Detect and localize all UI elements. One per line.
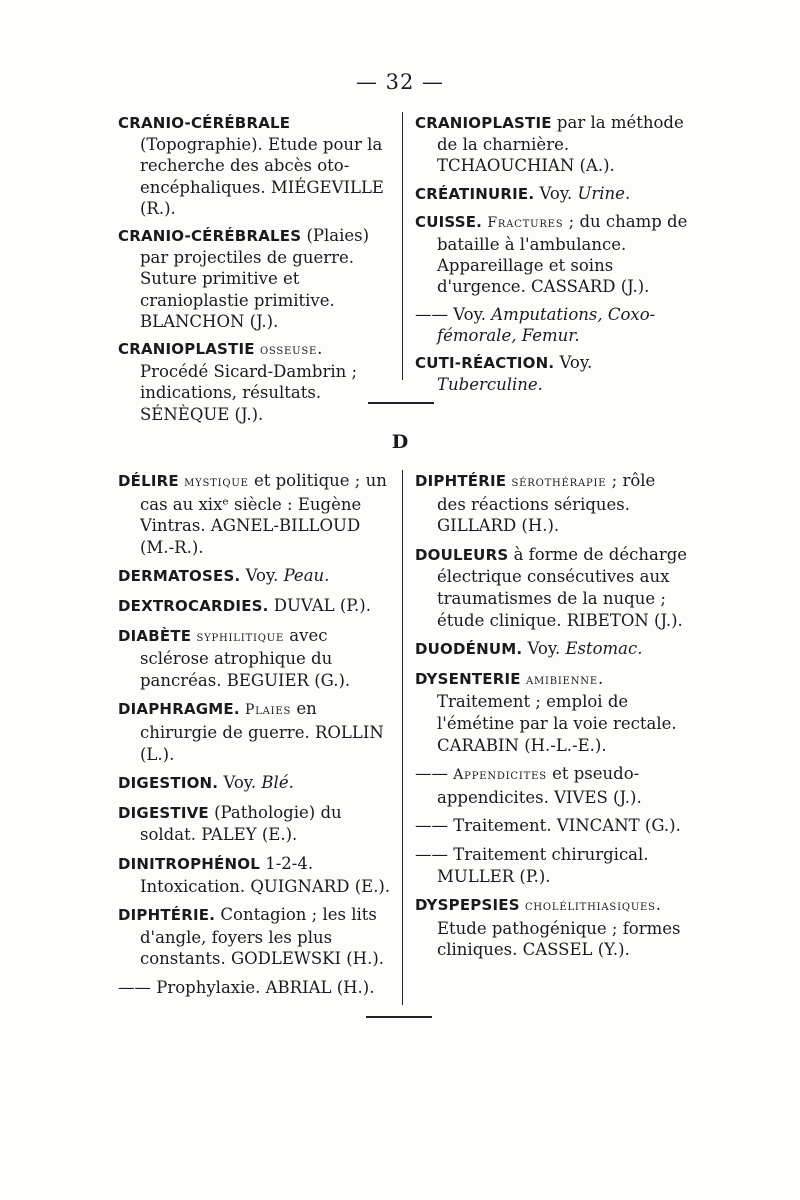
entry-headword: DIABÈTE [118, 626, 192, 645]
section-d-columns [118, 470, 688, 1005]
entry-subject: mystique [178, 474, 249, 490]
entry-subject: amibienne [520, 671, 598, 688]
entry-headword: DIGESTION. [118, 774, 219, 793]
right-column [403, 112, 688, 401]
entry-text: et pseudo-appendicites. VIVES (J.). [437, 764, 642, 807]
entry-text: Prophylaxie. ABRIAL (H.). [151, 977, 375, 997]
entry-subject: Plaies [239, 702, 292, 719]
index-entry [415, 763, 688, 808]
entry-headword: CRANIOPLASTIE [415, 114, 552, 132]
entry-text: . Etude pathogénique ; formes cliniques. CASSEL (Y.). [437, 895, 681, 960]
entry-headword: DUODÉNUM. [415, 640, 523, 659]
section-divider [368, 402, 434, 404]
index-entry [415, 304, 688, 346]
entry-headword: CRANIO-CÉRÉBRALE [118, 114, 291, 132]
entry-text: par la méthode de la charnière. TCHAOUCHIAN (A.). [437, 113, 684, 176]
entry-headword: DINITROPHÉNOL [118, 854, 260, 873]
index-entry [118, 112, 392, 219]
entry-headword: DEXTROCARDIES. [118, 596, 269, 615]
index-entry [118, 772, 392, 795]
entry-headword: CRÉATINURIE. [415, 184, 535, 203]
entry-text: 1-2-4. Intoxication. QUIGNARD (E.). [140, 853, 391, 896]
section-d [118, 470, 688, 1005]
index-entry [415, 844, 688, 887]
index-entry [415, 183, 688, 205]
entry-headword: CRANIO-CÉRÉBRALES [118, 227, 302, 246]
entry-text: Traitement. VINCANT (G.). [448, 816, 681, 836]
entry-text: et politique ; un cas au xixᵉ siècle : Eugène Vintras. AGNEL-BILLOUD (M.-R.). [140, 471, 387, 557]
index-entry [415, 638, 688, 661]
entry-headword: DIPHTÉRIE [415, 472, 507, 490]
index-entry [415, 894, 688, 961]
left-column [118, 112, 403, 424]
index-entry [118, 338, 392, 425]
entry-subject: syphilitique [191, 628, 285, 645]
index-entry [415, 211, 688, 298]
entry-text: Voy. [554, 353, 593, 373]
entry-reference: Amputations, Coxo-fémorale, Femur. [437, 304, 656, 345]
entry-text: ; rôle des réactions sériques. GILLARD (H.). [437, 471, 656, 536]
index-entry [118, 853, 392, 897]
entry-text: Voy. [522, 639, 566, 659]
page-end-divider [366, 1016, 432, 1018]
entry-reference: Peau. [283, 566, 330, 586]
index-entry [118, 802, 392, 846]
index-entry [118, 698, 392, 765]
entry-text: (Pathologie) du soldat. PALEY (E.). [140, 802, 342, 845]
entry-dash: —— [415, 304, 448, 324]
entry-subject: osseuse [254, 342, 318, 359]
entry-text: (Topographie). Etude pour la recherche des abcès oto-encéphaliques. MIÉGEVILLE (R.). [140, 135, 384, 218]
right-column [403, 470, 688, 1005]
index-entry [118, 977, 392, 999]
index-entry [415, 112, 688, 177]
entry-headword: CRANIOPLASTIE [118, 340, 255, 359]
left-column [118, 470, 403, 1005]
entry-dash: —— [415, 844, 448, 864]
entry-subject: sérothérapie [506, 474, 607, 490]
entry-subject: Appendicites [448, 767, 547, 784]
section-letter: D [391, 431, 409, 453]
entry-text: Voy. [448, 304, 492, 324]
entry-dash: —— [118, 977, 151, 997]
entry-headword: DÉLIRE [118, 472, 179, 490]
entry-headword: DIGESTIVE [118, 803, 209, 822]
entry-text: Voy. [218, 773, 262, 793]
entry-text: . Traitement ; emploi de l'émétine par la voie rectale. CARABIN (H.-L.-E.). [437, 668, 677, 755]
entry-headword: CUISSE. [415, 212, 483, 231]
index-entry [415, 815, 688, 837]
entry-text: . Procédé Sicard-Dambrin ; indications, résultats. SÉNÈQUE (J.). [140, 339, 358, 424]
entry-dash: —— [415, 816, 448, 836]
index-entry [415, 668, 688, 756]
index-entry [415, 352, 688, 395]
entry-text: ; du champ de bataille à l'ambulance. Appareillage et soins d'urgence. CASSARD (J.). [437, 211, 688, 297]
entry-text: à forme de décharge électrique consécutives aux traumatismes de la nuque ; étude clinique. RIBETON (J.). [437, 544, 688, 630]
index-entry [118, 470, 392, 558]
entry-headword: DYSENTERIE [415, 669, 521, 688]
entry-text: en chirurgie de guerre. ROLLIN (L.). [140, 699, 384, 764]
index-entry [118, 904, 392, 970]
entry-reference: Tuberculine. [437, 375, 543, 395]
entry-text: Traitement chirurgical. MULLER (P.). [437, 844, 649, 886]
index-entry [118, 225, 392, 332]
entry-reference: Blé. [261, 773, 294, 793]
entry-subject: cholélithiasiques [519, 898, 656, 915]
section-c-columns [118, 112, 688, 424]
index-entry [415, 470, 688, 537]
entry-reference: Urine. [577, 183, 631, 203]
entry-text: Voy. [534, 183, 578, 203]
entry-headword: DERMATOSES. [118, 567, 241, 586]
entry-headword: DOULEURS [415, 545, 509, 564]
index-entry [118, 565, 392, 588]
entry-headword: DIAPHRAGME. [118, 700, 240, 719]
page-number: — 32 — [355, 70, 445, 94]
index-entry [415, 544, 688, 631]
entry-dash: —— [415, 764, 448, 784]
entry-reference: Estomac. [565, 639, 643, 659]
section-c [118, 112, 688, 424]
entry-headword: DYSPEPSIES [415, 896, 520, 915]
entry-text: Voy. [240, 566, 284, 586]
entry-text: avec sclérose atrophique du pancréas. BEGUIER (G.). [140, 625, 351, 690]
entry-text: DUVAL (P.). [268, 595, 371, 615]
index-entry [118, 625, 392, 692]
entry-text: Contagion ; les lits d'angle, foyers les plus constants. GODLEWSKI (H.). [140, 905, 384, 969]
entry-headword: DIPHTÉRIE. [118, 906, 216, 925]
entry-headword: CUTI-RÉACTION. [415, 354, 555, 373]
entry-text: (Plaies) par projectiles de guerre. Suture primitive et cranioplastie primitive. BLANCHON (J.). [140, 226, 370, 331]
index-entry [118, 595, 392, 618]
entry-subject: Fractures [482, 214, 564, 231]
